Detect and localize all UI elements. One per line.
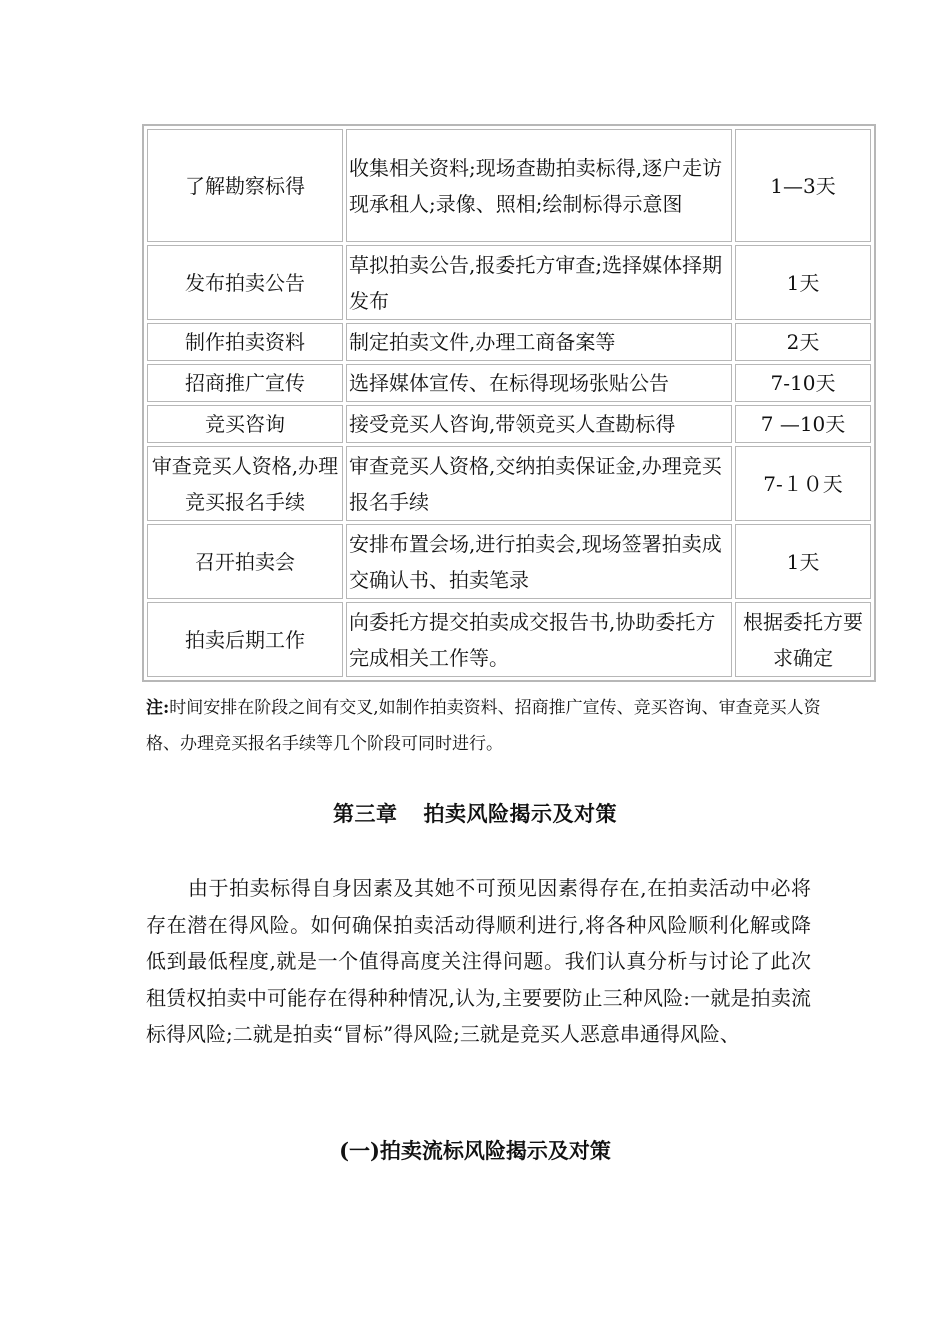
content-cell: 收集相关资料;现场查勘拍卖标得,逐户走访现承租人;录像、照相;绘制标得示意图 bbox=[346, 129, 732, 242]
body-paragraph: 由于拍卖标得自身因素及其她不可预见因素得存在,在拍卖活动中必将存在潜在得风险。如何确保拍卖活动得顺利进行,将各种风险顺利化解或降低到最低程度,就是一个值得高度关注得问题。我们认真分析与讨论了此次租赁权拍卖中可能存在得种种情况,认为,主要要防止三种风险:一就是拍卖流标得风险;二就是拍卖“冒标”得风险;三就是竞买人恶意串通得风险、 bbox=[146, 876, 811, 1046]
table-row bbox=[147, 602, 871, 677]
chapter-number: 第三章 bbox=[333, 801, 398, 826]
content-cell: 制定拍卖文件,办理工商备案等 bbox=[346, 323, 732, 361]
table-row bbox=[147, 245, 871, 320]
section-heading: (一)拍卖流标风险揭示及对策 bbox=[339, 1138, 611, 1163]
time-cell: 7 —10天 bbox=[735, 405, 871, 443]
table-row bbox=[147, 129, 871, 242]
note-label: 注: bbox=[146, 698, 170, 718]
stage-cell: 制作拍卖资料 bbox=[147, 323, 343, 361]
content-cell: 接受竞买人咨询,带领竞买人查勘标得 bbox=[346, 405, 732, 443]
schedule-table bbox=[142, 124, 876, 682]
time-cell: 1天 bbox=[735, 245, 871, 320]
table-row bbox=[147, 323, 871, 361]
chapter-heading bbox=[0, 798, 950, 828]
table-row bbox=[147, 405, 871, 443]
stage-cell: 招商推广宣传 bbox=[147, 364, 343, 402]
stage-cell: 审查竞买人资格,办理竞买报名手续 bbox=[147, 446, 343, 521]
content-cell: 安排布置会场,进行拍卖会,现场签署拍卖成交确认书、拍卖笔录 bbox=[346, 524, 732, 599]
stage-cell: 了解勘察标得 bbox=[147, 129, 343, 242]
content-cell: 向委托方提交拍卖成交报告书,协助委托方完成相关工作等。 bbox=[346, 602, 732, 677]
time-cell: 7-10天 bbox=[735, 364, 871, 402]
content-cell: 审查竞买人资格,交纳拍卖保证金,办理竞买报名手续 bbox=[346, 446, 732, 521]
table-row bbox=[147, 524, 871, 599]
time-cell: 1天 bbox=[735, 524, 871, 599]
stage-cell: 发布拍卖公告 bbox=[147, 245, 343, 320]
time-cell: 2天 bbox=[735, 323, 871, 361]
table-note bbox=[146, 690, 826, 762]
content-cell: 选择媒体宣传、在标得现场张贴公告 bbox=[346, 364, 732, 402]
stage-cell: 召开拍卖会 bbox=[147, 524, 343, 599]
stage-cell: 拍卖后期工作 bbox=[147, 602, 343, 677]
stage-cell: 竞买咨询 bbox=[147, 405, 343, 443]
table-row bbox=[147, 446, 871, 521]
content-cell: 草拟拍卖公告,报委托方审查;选择媒体择期发布 bbox=[346, 245, 732, 320]
time-cell: 根据委托方要求确定 bbox=[735, 602, 871, 677]
time-cell: 1—3天 bbox=[735, 129, 871, 242]
chapter-title: 拍卖风险揭示及对策 bbox=[423, 801, 617, 826]
time-cell: 7-１０天 bbox=[735, 446, 871, 521]
table-row bbox=[147, 364, 871, 402]
note-text: 时间安排在阶段之间有交叉,如制作拍卖资料、招商推广宣传、竞买咨询、审查竞买人资格、办理竞买报名手续等几个阶段可同时进行。 bbox=[146, 698, 821, 754]
